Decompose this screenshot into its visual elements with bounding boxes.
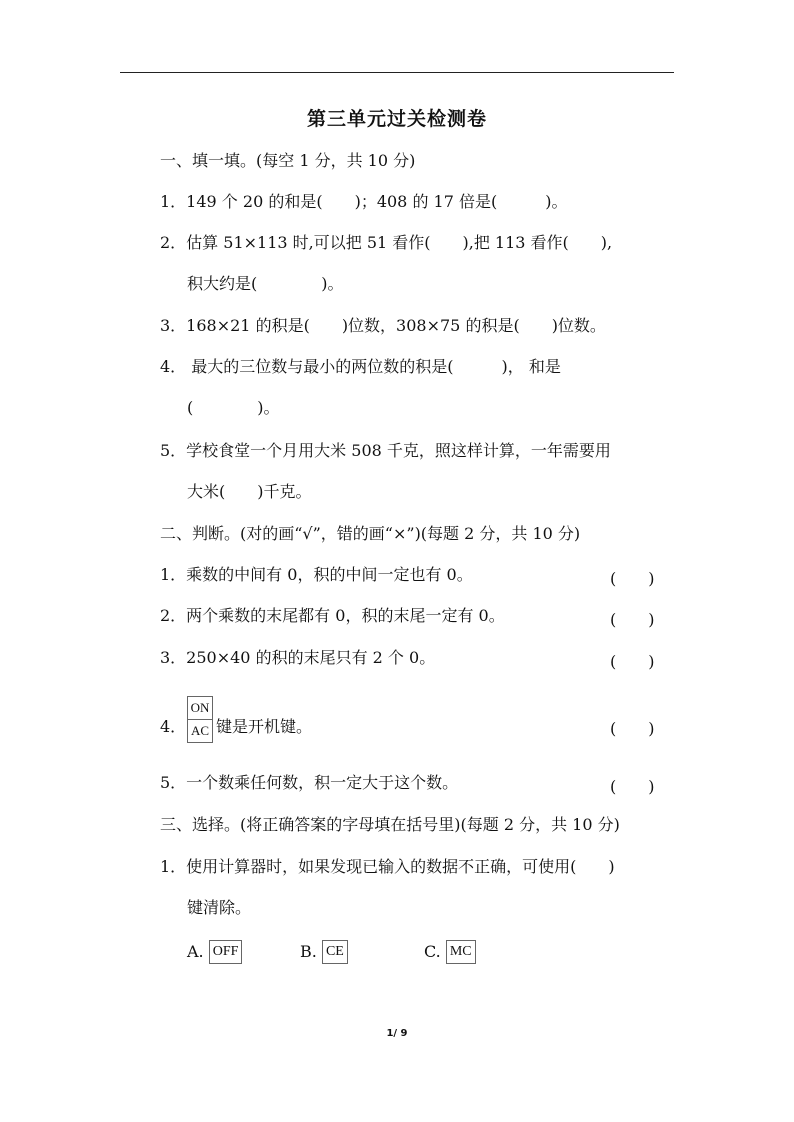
section-1-heading: 一、填一填。(每空 1 分，共 10 分) [160,151,416,170]
s1-question-4-line2: ( )。 [187,398,280,417]
s1-question-4-line1: 4． 最大的三位数与最小的两位数的积是( )， 和是 [160,357,561,376]
s1-question-3: 3．168×21 的积是( )位数，308×75 的积是( )位数。 [160,316,606,335]
s3-question-1-line1: 1．使用计算器时，如果发现已输入的数据不正确，可使用( ) [160,857,615,876]
option-b-letter: B. [300,942,317,961]
s2-question-3: 3．250×40 的积的末尾只有 2 个 0。 [160,648,436,667]
s2-question-2: 2．两个乘数的末尾都有 0，积的末尾一定有 0。 [160,606,505,625]
on-key-label: ON [190,700,210,715]
option-a [187,940,242,964]
s2-answer-paren-1: ( ) [610,569,655,588]
s2-answer-paren-4: ( ) [610,719,655,738]
mc-key-icon: MC [446,940,476,964]
header-rule [120,72,674,73]
s2-question-4-number: 4． [160,717,187,736]
s1-question-5-line1: 5．学校食堂一个月用大米 508 千克，照这样计算，一年需要用 [160,441,611,460]
s2-question-5: 5．一个数乘任何数，积一定大于这个数。 [160,773,459,792]
page-number: 1/ 9 [386,1028,408,1039]
s2-answer-paren-3: ( ) [610,652,655,671]
s2-answer-paren-5: ( ) [610,777,655,796]
option-b [300,940,348,964]
page-title: 第三单元过关检测卷 [306,108,487,130]
option-c-letter: C. [424,942,441,961]
s2-answer-paren-2: ( ) [610,610,655,629]
off-key-icon: OFF [209,940,243,964]
option-c [424,940,476,964]
s2-question-1: 1．乘数的中间有 0，积的中间一定也有 0。 [160,565,473,584]
s1-question-1: 1．149 个 20 的和是( )；408 的 17 倍是( )。 [160,192,568,211]
on-ac-key-icon [187,696,213,743]
s3-question-1-line2: 键清除。 [187,898,252,917]
ce-key-icon: CE [322,940,348,964]
section-2-heading: 二、判断。(对的画“√”，错的画“×”)(每题 2 分，共 10 分) [160,524,581,543]
s2-question-4-text: 键是开机键。 [216,717,313,736]
s1-question-5-line2: 大米( )千克。 [187,482,312,501]
option-a-letter: A. [187,942,204,961]
ac-key-label: AC [188,719,212,742]
s1-question-2-line2: 积大约是( )。 [187,274,344,293]
section-3-heading: 三、选择。(将正确答案的字母填在括号里)(每题 2 分，共 10 分) [160,815,620,834]
s1-question-2-line1: 2．估算 51×113 时,可以把 51 看作( ),把 113 看作( ), [160,233,613,252]
